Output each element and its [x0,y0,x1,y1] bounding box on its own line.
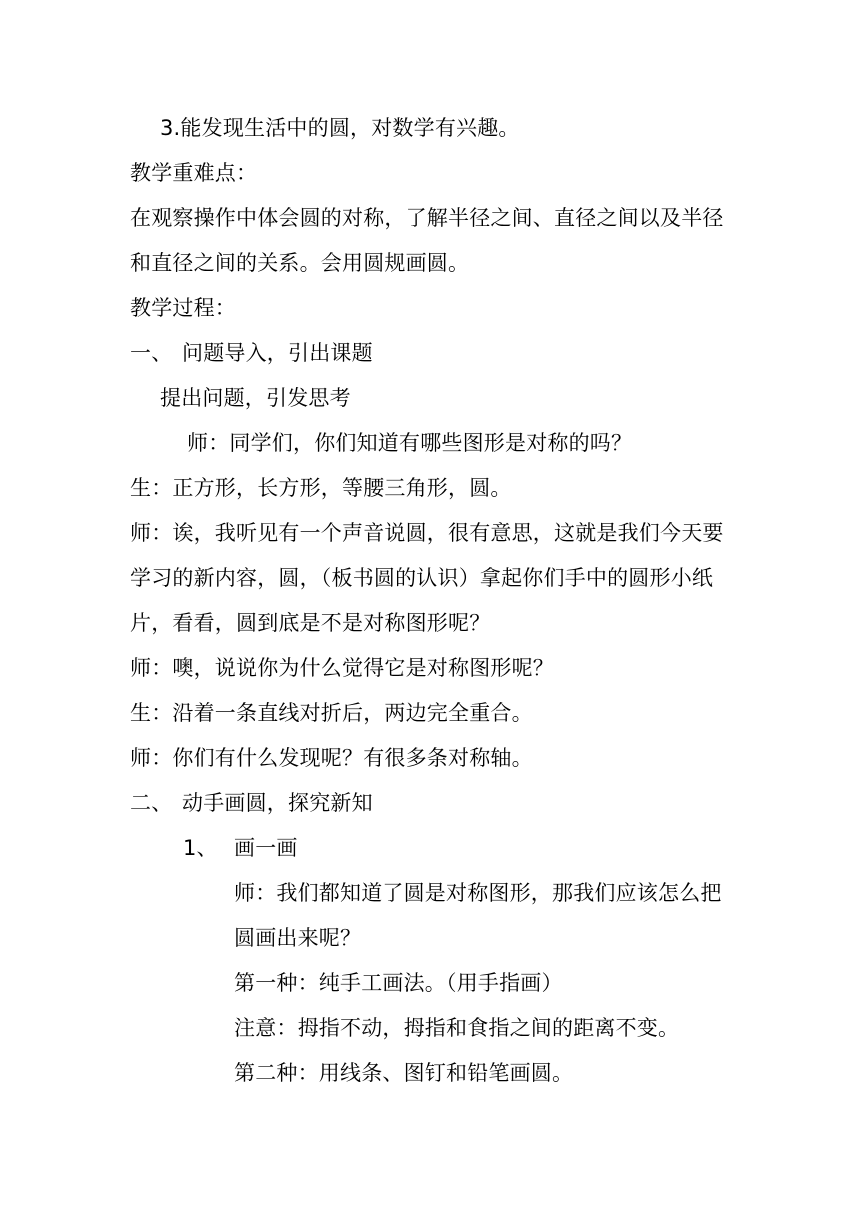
dialogue-line-4: 学习的新内容，圆，（板书圆的认识）拿起你们手中的圆形小纸 [130,566,714,590]
process-heading: 教学过程： [130,296,236,320]
section-2-heading [130,788,373,818]
key-points-text-line-1: 在观察操作中体会圆的对称，了解半径之间、直径之间以及半径 [130,206,724,230]
section-1-marker: 一、 [130,341,173,365]
section-1-title: 问题导入，引出课题 [182,341,373,365]
dialogue-line-8: 师：你们有什么发现呢？有很多条对称轴。 [130,746,533,770]
drawing-line-1: 师：我们都知道了圆是对称图形，那我们应该怎么把 [234,881,722,905]
section-1-heading [130,338,373,368]
subsection-1-title: 画一画 [234,836,298,860]
dialogue-line-1: 师：同学们，你们知道有哪些图形是对称的吗？ [187,431,633,455]
section-2-marker: 二、 [130,791,173,815]
section-2-title: 动手画圆，探究新知 [182,791,373,815]
key-points-text-line-2: 和直径之间的关系。会用圆规画圆。 [130,251,470,275]
drawing-line-5: 第二种：用线条、图钉和铅笔画圆。 [234,1061,574,1085]
subsection-1-marker: 1、 [183,836,218,860]
section-1-subheading: 提出问题，引发思考 [160,386,351,410]
drawing-line-3: 第一种：纯手工画法。（用手指画） [234,971,563,995]
subsection-1-heading [183,833,298,863]
dialogue-line-6: 师：噢，说说你为什么觉得它是对称图形呢？ [130,656,554,680]
dialogue-line-5: 片，看看，圆到底是不是对称图形呢？ [130,611,491,635]
dialogue-line-2: 生：正方形，长方形，等腰三角形，圆。 [130,476,512,500]
dialogue-line-7: 生：沿着一条直线对折后，两边完全重合。 [130,701,533,725]
drawing-line-4: 注意：拇指不动，拇指和食指之间的距离不变。 [234,1016,680,1040]
dialogue-line-3: 师：诶，我听见有一个声音说圆，很有意思，这就是我们今天要 [130,521,724,545]
key-points-heading: 教学重难点： [130,161,258,185]
objective-3: 3.能发现生活中的圆，对数学有兴趣。 [160,116,520,140]
drawing-line-2: 圆画出来呢？ [234,926,362,950]
